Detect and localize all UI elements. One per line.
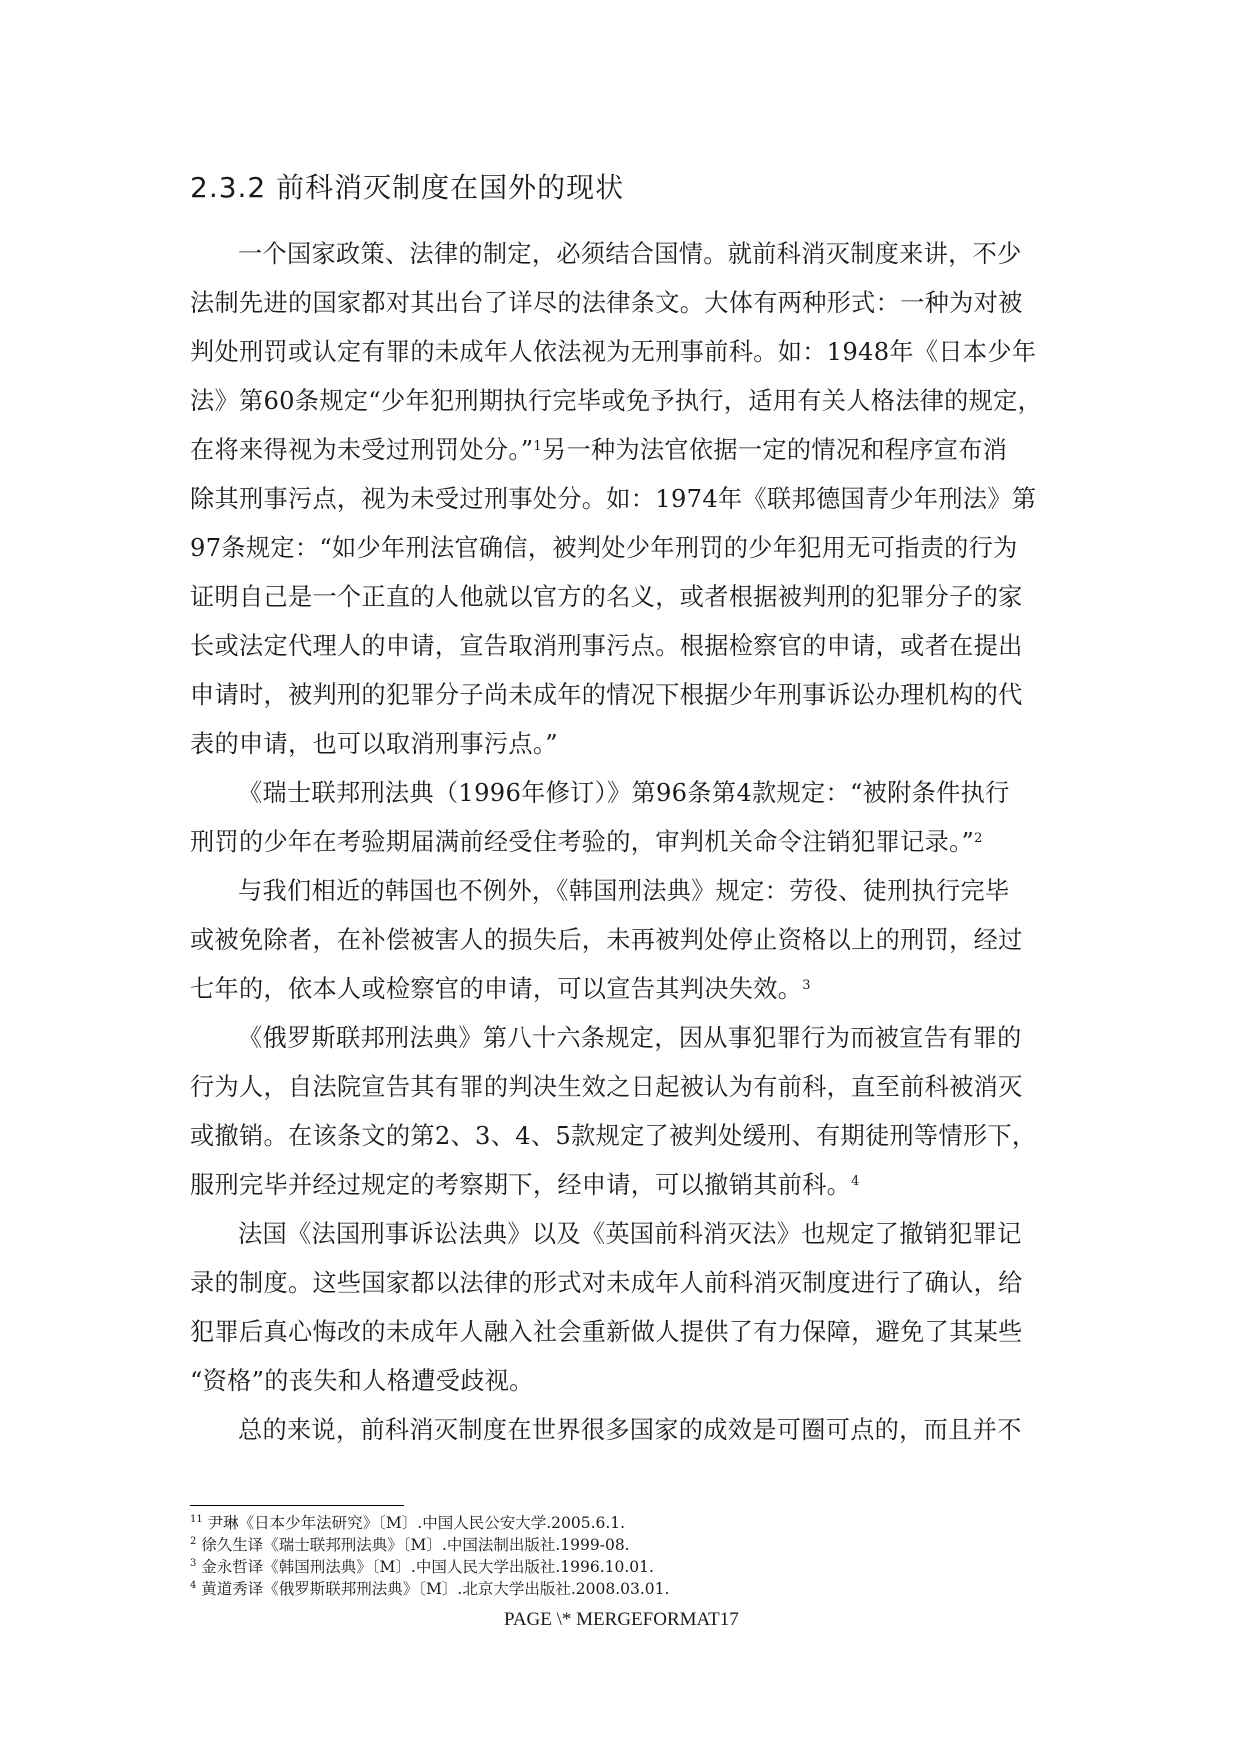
text-line [238,867,1010,916]
footnote-text: 尹琳《日本少年法研究》〔M〕.中国人民公安大学.2005.6.1. [202,1514,626,1532]
text-line-content: 或撤销。在该条文的第2、3、4、5款规定了被判处缓刑、有期徒刑等情形下， [190,1122,1037,1150]
text-line-content: 除其刑事污点，视为未受过刑事处分。如：1974年《联邦德国青少年刑法》第 [190,485,1037,513]
text-line [190,916,1023,965]
text-line-content: 法国《法国刑事诉讼法典》以及《英国前科消灭法》也规定了撤销犯罪记 [238,1220,1022,1248]
text-line [238,1210,1022,1259]
footnote [190,1512,625,1534]
text-line-content: 行为人，自法院宣告其有罪的判决生效之日起被认为有前科，直至前科被消灭 [190,1073,1023,1101]
text-line [190,1259,1023,1308]
footnote-reference[interactable]: 3 [802,978,811,993]
footnote [190,1534,630,1556]
text-line [190,328,1036,377]
text-line-content: 97条规定：“如少年刑法官确信，被判处少年刑罚的少年犯用无可指责的行为 [190,534,1018,562]
text-line-content: 表的申请，也可以取消刑事污点。” [190,730,558,758]
text-line [238,230,1022,279]
text-line [190,1063,1023,1112]
text-line [190,377,1042,426]
footnote-mark: 4 [190,1580,197,1591]
footnote-mark: 11 [190,1514,203,1525]
text-line-content: 证明自己是一个正直的人他就以官方的名义，或者根据被判刑的犯罪分子的家 [190,583,1023,611]
text-line [190,818,983,867]
footnote-mark: 3 [190,1558,197,1569]
text-line [190,720,558,769]
text-line [190,524,1018,573]
footnote-text: 黄道秀译《俄罗斯联邦刑法典》〔M〕.北京大学出版社.2008.03.01. [196,1580,670,1598]
text-line [190,1308,1023,1357]
text-line-content: 《瑞士联邦刑法典（1996年修订）》第96条第4款规定：“被附条件执行 [238,779,1010,807]
text-line-content: 在将来得视为未受过刑罚处分。” [190,436,534,464]
text-line [190,965,811,1014]
text-line-content: 或被免除者，在补偿被害人的损失后，未再被判处停止资格以上的刑罚，经过 [190,926,1023,954]
text-line-content: 申请时，被判刑的犯罪分子尚未成年的情况下根据少年刑事诉讼办理机构的代 [190,681,1023,709]
text-line [190,475,1036,524]
footnote-reference[interactable]: 4 [851,1174,860,1189]
text-line-content: 总的来说，前科消灭制度在世界很多国家的成效是可圈可点的，而且并不 [238,1416,1022,1444]
text-line-content: 犯罪后真心悔改的未成年人融入社会重新做人提供了有力保障，避免了其某些 [190,1318,1023,1346]
text-line [190,279,1023,328]
text-line-content: 服刑完毕并经过规定的考察期下，经申请，可以撤销其前科。 [190,1171,852,1199]
footnote-reference[interactable]: 1 [533,439,542,454]
text-line [190,426,1007,475]
text-line-content: 法制先进的国家都对其出台了详尽的法律条文。大体有两种形式：一种为对被 [190,289,1023,317]
text-line-content: 法》第60条规定“少年犯刑期执行完毕或免予执行，适用有关人格法律的规定， [190,387,1043,415]
footnote-text: 金永哲译《韩国刑法典》〔M〕.中国人民大学出版社.1996.10.01. [196,1558,654,1576]
text-line [238,769,1010,818]
footnote [190,1578,669,1600]
footnote-separator [190,1505,404,1506]
text-line [238,1406,1022,1455]
text-line [190,671,1023,720]
text-line [190,622,1023,671]
footnote-mark: 2 [190,1536,197,1547]
text-line [238,1014,1022,1063]
text-line-content: 七年的，依本人或检察官的申请，可以宣告其判决失效。 [190,975,803,1003]
text-line-content: 录的制度。这些国家都以法律的形式对未成年人前科消灭制度进行了确认，给 [190,1269,1023,1297]
text-line [190,1112,1036,1161]
text-line [190,573,1023,622]
text-line-continuation: 另一种为法官依据一定的情况和程序宣布消 [541,436,1008,464]
footnote [190,1556,654,1578]
section-heading: 2.3.2 前科消灭制度在国外的现状 [190,171,625,204]
text-line-content: 判处刑罚或认定有罪的未成年人依法视为无刑事前科。如：1948年《日本少年 [190,338,1037,366]
text-line [190,1161,860,1210]
text-line-content: “资格”的丧失和人格遭受歧视。 [190,1367,534,1395]
footnote-text: 徐久生译《瑞士联邦刑法典》〔M〕.中国法制出版社.1999-08. [196,1536,630,1554]
footnote-reference[interactable]: 2 [974,831,983,846]
text-line-content: 刑罚的少年在考验期届满前经受住考验的，审判机关命令注销犯罪记录。” [190,828,975,856]
text-line [190,1357,534,1406]
text-line-content: 长或法定代理人的申请，宣告取消刑事污点。根据检察官的申请，或者在提出 [190,632,1023,660]
text-line-content: 一个国家政策、法律的制定，必须结合国情。就前科消灭制度来讲，不少 [238,240,1022,268]
page-number-field: PAGE \* MERGEFORMAT17 [504,1609,739,1630]
text-line-content: 《俄罗斯联邦刑法典》第八十六条规定，因从事犯罪行为而被宣告有罪的 [238,1024,1022,1052]
text-line-content: 与我们相近的韩国也不例外，《韩国刑法典》规定：劳役、徒刑执行完毕 [238,877,1010,905]
